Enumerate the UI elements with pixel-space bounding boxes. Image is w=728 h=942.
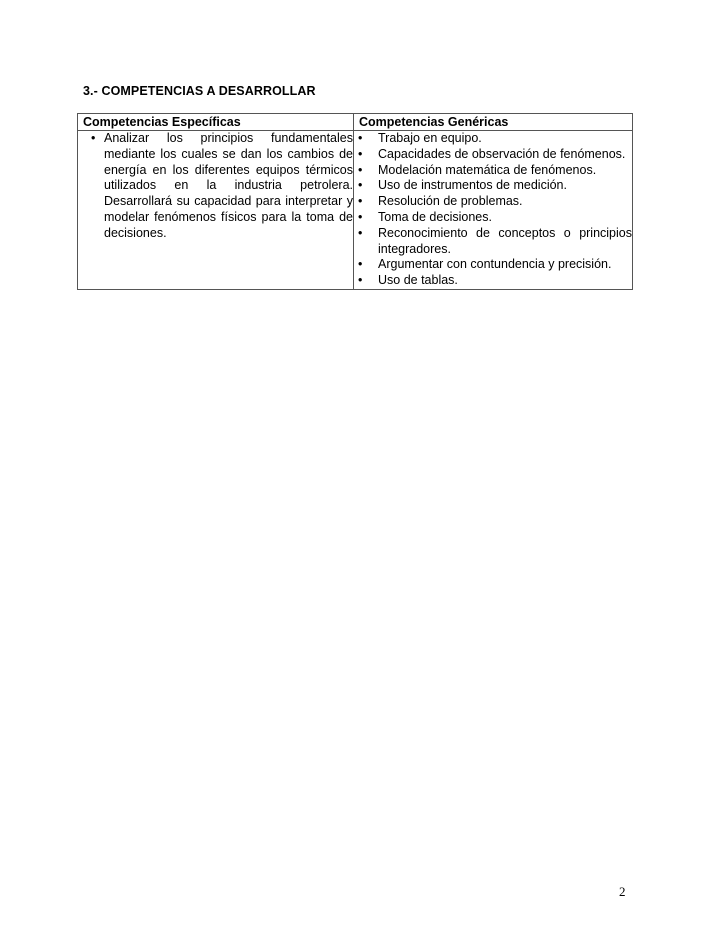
table-header-row: [78, 114, 633, 131]
list-item-text: Toma de decisiones.: [378, 209, 492, 224]
bullet-icon: •: [358, 225, 363, 240]
bullet-icon: •: [358, 162, 363, 177]
list-item: [78, 131, 353, 242]
specific-competencies-list: [78, 131, 353, 242]
list-item-text: Uso de instrumentos de medición.: [378, 178, 567, 193]
list-item-text: Trabajo en equipo.: [378, 131, 482, 145]
list-item-text: Modelación matemática de fenómenos.: [378, 162, 597, 177]
list-item: [354, 163, 632, 179]
bullet-icon: •: [358, 194, 363, 209]
specific-competencies-cell: [78, 131, 354, 290]
bullet-icon: •: [91, 131, 96, 145]
generic-competencies-list: [354, 131, 632, 289]
list-item-text: Resolución de problemas.: [378, 194, 523, 209]
bullet-icon: •: [358, 131, 363, 145]
list-item: [354, 257, 632, 273]
list-item: [354, 194, 632, 210]
table-row: [78, 131, 633, 290]
competencies-table: [77, 113, 633, 290]
list-item: [354, 178, 632, 194]
list-item-text: Reconocimiento de conceptos o principios integradores.: [378, 225, 632, 256]
bullet-icon: •: [358, 178, 363, 193]
list-item-text: Uso de tablas.: [378, 273, 458, 288]
list-item-text: Capacidades de observación de fenómenos.: [378, 146, 626, 161]
generic-competencies-cell: [354, 131, 633, 290]
page-number: 2: [619, 884, 626, 899]
bullet-icon: •: [358, 146, 363, 161]
list-item-text: Argumentar con contundencia y precisión.: [378, 257, 612, 272]
list-item: [354, 210, 632, 226]
bullet-icon: •: [358, 257, 363, 272]
specific-competencies-header: Competencias Específicas: [78, 114, 354, 131]
list-item: [354, 273, 632, 289]
bullet-icon: •: [358, 209, 363, 224]
section-heading: 3.- COMPETENCIAS A DESARROLLAR: [83, 84, 316, 98]
list-item: [354, 147, 632, 163]
list-item: [354, 226, 632, 258]
list-item: [354, 131, 632, 147]
generic-competencies-header: Competencias Genéricas: [354, 114, 633, 131]
list-item-text: Analizar los principios fundamentales mediante los cuales se dan los cambios de energía en los diferentes equipos térmicos utilizados en la industria petrolera. Desarrollará su capacidad para interpretar y modelar fenómenos físicos para la toma de decisiones.: [104, 131, 353, 240]
bullet-icon: •: [358, 273, 363, 288]
